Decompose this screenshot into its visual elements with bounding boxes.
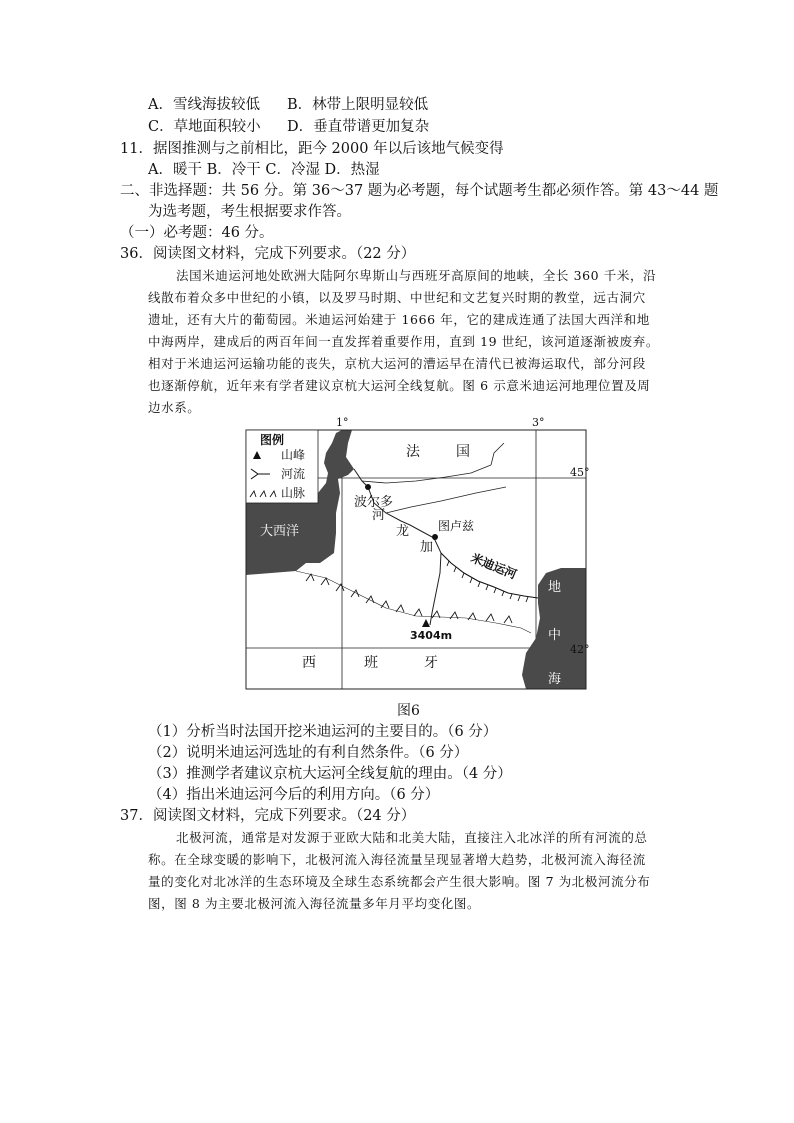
spain-label: 班	[364, 655, 378, 671]
question-36-stem: 36．阅读图文材料，完成下列要求。（22 分）	[120, 246, 416, 262]
bordeaux-dot	[365, 484, 371, 490]
q36-sub-question: （3）推测学者建议京杭大运河全线复航的理由。（4 分）	[148, 766, 512, 782]
france-label: 法	[406, 444, 420, 460]
lon-1-label: 1°	[336, 416, 349, 429]
q37-para-line: 称。在全球变暖的影响下，北极河流入海径流量呈现显著增大趋势，北极河流入海径流	[148, 852, 646, 867]
q37-para-line: 量的变化对北冰洋的生态环境及全球生态系统都会产生很大影响。图 7 为北极河流分布	[148, 874, 651, 889]
section2-heading-2: 为选考题，考生根据要求作答。	[148, 204, 351, 220]
garonne-label: 加	[420, 540, 434, 555]
question-11-options: A．暖干 B．冷干 C．冷湿 D．热湿	[148, 162, 380, 178]
q36-para-line: 线散布着众多中世纪的小镇，以及罗马时期、中世纪和文艺复兴时期的教堂，远古洞穴	[148, 290, 646, 305]
lat-42-label: 42°	[570, 643, 590, 656]
q37-para-line: 北极河流，通常是对发源于亚欧大陆和北美大陆，直接注入北冰洋的所有河流的总	[176, 830, 648, 845]
option-10a: A．雪线海拔较低	[148, 97, 260, 113]
canal-label: 米迪运河	[468, 550, 519, 582]
lon-3-label: 3°	[532, 416, 545, 429]
toulouse-label: 图卢兹	[438, 519, 475, 533]
border-line	[296, 571, 531, 633]
garonne-label: 河	[372, 508, 386, 523]
section2-heading-1: 二、非选择题：共 56 分。第 36～37 题为必考题，每个试题考生都必须作答。第 43～44 题	[120, 183, 719, 199]
q36-sub-question: （2）说明米迪运河选址的有利自然条件。（6 分）	[148, 745, 469, 761]
legend-title: 图例	[260, 433, 285, 447]
tributary-river	[491, 443, 504, 465]
q36-para-line: 相对于米迪运河运输功能的丧失，京杭大运河的漕运早在清代已被海运取代，部分河段	[148, 356, 646, 371]
pyrenees-mountains	[306, 574, 512, 623]
question-37-stem: 37．阅读图文材料，完成下列要求。（24 分）	[120, 808, 416, 824]
q36-para-line: 遗址，还有大片的葡萄园。米迪运河始建于 1666 年，它的建成连通了法国大西洋和地	[148, 312, 650, 327]
q37-para-line: 图，图 8 为主要北极河流入海径流量多年月平均变化图。	[148, 896, 481, 911]
spain-label: 西	[302, 655, 316, 671]
legend-peak-label: 山峰	[281, 448, 306, 462]
option-10d: D．垂直带谱更加复杂	[287, 119, 430, 135]
question-11-stem: 11．据图推测与之前相比，距今 2000 年以后该地气候变得	[120, 141, 504, 157]
q36-para-line: 也逐渐停航，近年来有学者建议京杭大运河全线复航。图 6 示意米迪运河地理位置及周	[148, 378, 651, 393]
med-label: 地	[548, 580, 562, 595]
section2-required: （一）必考题：46 分。	[120, 225, 274, 241]
france-label: 国	[456, 444, 470, 460]
q36-sub-question: （4）指出米迪运河今后的利用方向。（6 分）	[148, 787, 440, 803]
lat-45-label: 45°	[570, 466, 590, 479]
garonne-label: 龙	[396, 524, 410, 539]
legend-mountain-label: 山脉	[281, 486, 306, 500]
q36-sub-question: （1）分析当时法国开挖米迪运河的主要目的。（6 分）	[148, 724, 498, 740]
tributary-river	[386, 487, 506, 513]
option-10c: C．草地面积较小	[148, 119, 261, 135]
peak-height-label: 3404m	[410, 629, 453, 642]
atlantic-label: 大西洋	[260, 524, 300, 539]
option-10b: B．林带上限明显较低	[287, 97, 429, 113]
spain-label: 牙	[424, 655, 438, 671]
canal-map	[236, 413, 596, 695]
q36-para-line: 法国米迪运河地处欧洲大陆阿尔卑斯山与西班牙高原间的地峡，全长 360 千米，沿	[176, 268, 657, 283]
peak-marker-icon	[422, 619, 430, 627]
med-label: 中	[548, 628, 562, 643]
bordeaux-label: 波尔多	[354, 495, 394, 510]
q36-para-line: 边水系。	[148, 400, 201, 415]
figure-6-caption: 图6	[397, 703, 420, 719]
q36-para-line: 中海两岸，建成后的两百年间一直发挥着重要作用，直到 19 世纪，该河道逐渐被废弃。	[148, 334, 659, 349]
tributary-river	[362, 465, 491, 483]
legend-river-label: 河流	[281, 467, 306, 481]
med-label: 海	[548, 672, 562, 687]
